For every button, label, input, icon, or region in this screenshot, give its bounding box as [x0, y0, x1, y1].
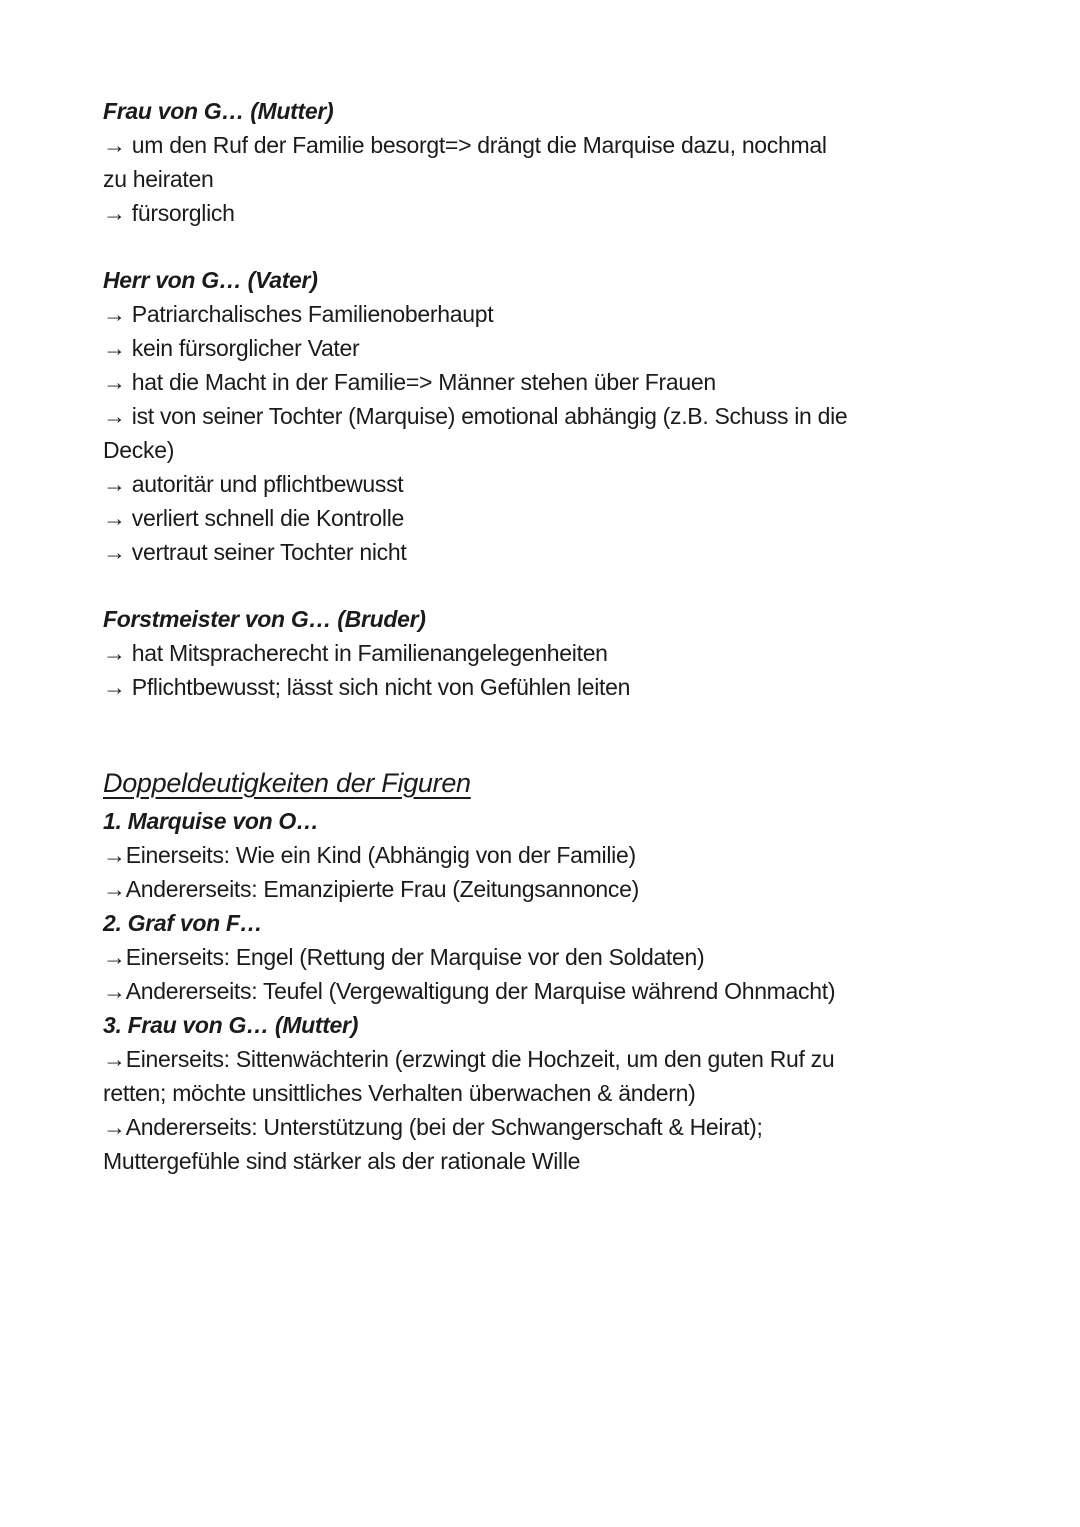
bullet-line: →Andererseits: Unterstützung (bei der Schwangerschaft & Heirat); [103, 1114, 763, 1140]
section-heading-doppeldeutigkeiten: Doppeldeutigkeiten der Figuren [103, 768, 471, 798]
section-herr-von-g [103, 263, 1020, 569]
item-title-marquise: 1. Marquise von O… [103, 808, 319, 834]
item-title-frau-von-g: 3. Frau von G… (Mutter) [103, 1012, 359, 1038]
bullet-line: →Einerseits: Sittenwächterin (erzwingt die Hochzeit, um den guten Ruf zu [103, 1046, 835, 1072]
section-forstmeister-von-g [103, 602, 1020, 704]
bullet-line: → kein fürsorglicher Vater [103, 335, 360, 361]
section-heading-forstmeister-von-g: Forstmeister von G… (Bruder) [103, 606, 426, 632]
bullet-line: → ist von seiner Tochter (Marquise) emotional abhängig (z.B. Schuss in die [103, 403, 848, 429]
bullet-line: → fürsorglich [103, 200, 235, 226]
bullet-line: → um den Ruf der Familie besorgt=> drängt die Marquise dazu, nochmal [103, 132, 827, 158]
bullet-line: → verliert schnell die Kontrolle [103, 505, 405, 531]
bullet-line: →Andererseits: Emanzipierte Frau (Zeitungsannonce) [103, 876, 639, 902]
bullet-line: → hat Mitspracherecht in Familienangelegenheiten [103, 640, 608, 666]
bullet-line-continuation: zu heiraten [103, 166, 214, 192]
section-frau-von-g [103, 94, 1020, 230]
bullet-line-continuation: Decke) [103, 437, 175, 463]
bullet-line: → vertraut seiner Tochter nicht [103, 539, 407, 565]
bullet-line: → hat die Macht in der Familie=> Männer stehen über Frauen [103, 369, 716, 395]
section-heading-herr-von-g: Herr von G… (Vater) [103, 267, 318, 293]
bullet-line: →Einerseits: Engel (Rettung der Marquise vor den Soldaten) [103, 944, 705, 970]
bullet-line-continuation: retten; möchte unsittliches Verhalten überwachen & ändern) [103, 1080, 696, 1106]
item-title-graf: 2. Graf von F… [103, 910, 263, 936]
bullet-line-continuation: Muttergefühle sind stärker als der rationale Wille [103, 1148, 581, 1174]
bullet-line: →Einerseits: Wie ein Kind (Abhängig von der Familie) [103, 842, 636, 868]
section-heading-frau-von-g: Frau von G… (Mutter) [103, 98, 334, 124]
bullet-line: → autoritär und pflichtbewusst [103, 471, 404, 497]
bullet-line: →Andererseits: Teufel (Vergewaltigung der Marquise während Ohnmacht) [103, 978, 836, 1004]
section-doppeldeutigkeiten [103, 762, 1020, 1178]
bullet-line: → Pflichtbewusst; lässt sich nicht von Gefühlen leiten [103, 674, 631, 700]
bullet-line: → Patriarchalisches Familienoberhaupt [103, 301, 494, 327]
